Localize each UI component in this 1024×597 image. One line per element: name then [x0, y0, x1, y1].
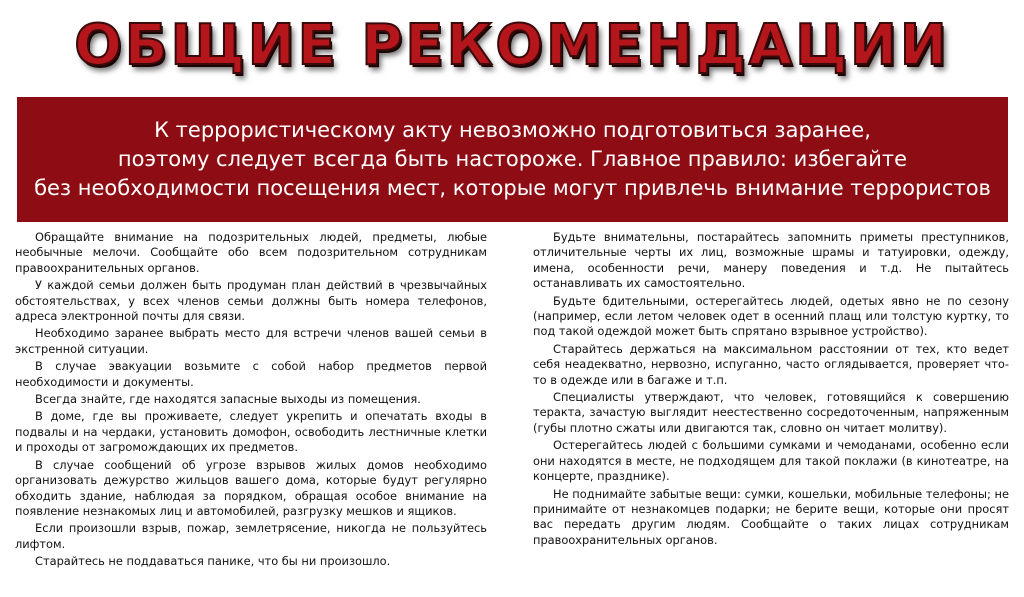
- recommendation-paragraph: В случае сообщений об угрозе взрывов жилых домов необходимо организовать дежурство жильцов вашего дома, которые будут регулярно обходить здание, наблюдая за порядком, обращая особое внимание на появление незнакомых лиц и автомобилей, разгрузку мешков и ящиков.: [15, 457, 487, 518]
- right-recommendations-column: [533, 230, 1009, 550]
- main-rule-banner: [17, 97, 1008, 222]
- banner-line: К террористическому акту невозможно подготовиться заранее,: [154, 118, 871, 142]
- recommendation-paragraph: В случае эвакуации возьмите с собой набор предметов первой необходимости и документы.: [15, 359, 487, 389]
- recommendation-paragraph: Если произошли взрыв, пожар, землетрясение, никогда не пользуйтесь лифтом.: [15, 521, 487, 551]
- recommendation-paragraph: Старайтесь не поддаваться панике, что бы ни произошло.: [35, 554, 391, 569]
- recommendation-paragraph: В доме, где вы проживаете, следует укрепить и опечатать входы в подвалы и на чердаки, установить домофон, освободить лестничные клетки и проходы от загромождающих их предметов.: [15, 409, 487, 455]
- recommendation-paragraph: Будьте бдительными, остерегайтесь людей, одетых явно не по сезону (например, если летом человек одет в осенний плащ или толстую куртку, то под такой одеждой может быть спрятано взрывное устройство).: [533, 293, 1009, 339]
- recommendation-paragraph: Не поднимайте забытые вещи: сумки, кошельки, мобильные телефоны; не принимайте от незнакомцев подарки; не берите вещи, которые они просят вас передать другим людям. Сообщайте о таких лицах сотрудникам правоохранительных органов.: [533, 486, 1009, 547]
- recommendation-paragraph: Старайтесь держаться на максимальном расстоянии от тех, кто ведет себя неадекватно, нервозно, испуганно, часто оглядывается, проверяет что-то в одежде или в багаже и т.п.: [533, 341, 1009, 387]
- recommendation-paragraph: Всегда знайте, где находятся запасные выходы из помещения.: [35, 392, 421, 407]
- recommendation-paragraph: Специалисты утверждают, что человек, готовящийся к совершению теракта, зачастую выглядит неестественно сосредоточенным, напряженным (губы плотно сжаты или двигаются так, словно он читает молитву).: [533, 390, 1009, 435]
- banner-line: поэтому следует всегда быть настороже. Главное правило: избегайте: [117, 147, 908, 171]
- banner-line: без необходимости посещения мест, которые могут привлечь внимание террористов: [34, 176, 991, 200]
- page-title: ОБЩИЕ РЕКОМЕНДАЦИИ: [74, 13, 950, 78]
- recommendation-paragraph: У каждой семьи должен быть продуман план действий в чрезвычайных обстоятельствах, у всех членов семьи должны быть номера телефонов, адреса электронной почты для связи.: [15, 278, 487, 324]
- recommendation-paragraph: Остерегайтесь людей с большими сумками и чемоданами, особенно если они находятся в месте, не подходящем для такой поклажи (в кинотеатре, на концерте, празднике).: [533, 438, 1009, 484]
- recommendation-paragraph: Будьте внимательны, постарайтесь запомнить приметы преступников, отличительные черты их лиц, возможные шрамы и татуировки, одежду, имена, особенности речи, манеру поведения и т.д. Не пытайтесь останавливать их самостоятельно.: [533, 230, 1009, 291]
- left-recommendations-column: [15, 230, 487, 572]
- recommendation-paragraph: Обращайте внимание на подозрительных людей, предметы, любые необычные мелочи. Сообщайте обо всем подозрительном сотрудникам правоохранительных органов.: [15, 230, 487, 275]
- recommendation-paragraph: Необходимо заранее выбрать место для встречи членов вашей семьи в экстренной ситуации.: [15, 326, 487, 356]
